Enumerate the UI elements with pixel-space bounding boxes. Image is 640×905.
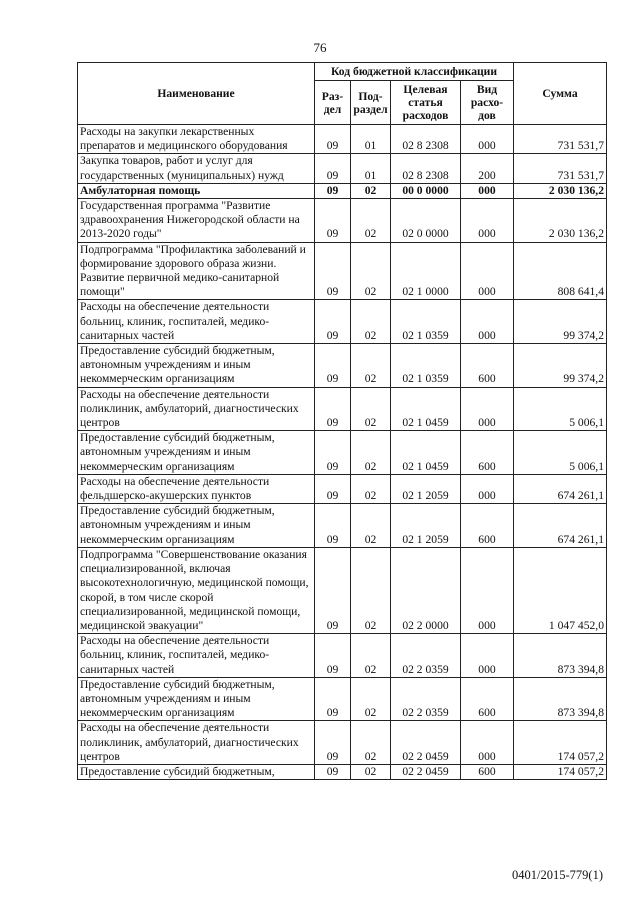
- row-podrazdel: 02: [351, 547, 391, 633]
- row-sum: 2 030 136,2: [514, 183, 607, 198]
- header-code-group: Код бюджетной классификации: [315, 63, 514, 81]
- table-row: [78, 547, 607, 633]
- row-podrazdel: 02: [351, 431, 391, 475]
- row-target: 02 8 2308: [391, 154, 461, 183]
- row-podrazdel: 02: [351, 300, 391, 344]
- row-vid: 600: [461, 344, 514, 388]
- table-row: [78, 300, 607, 344]
- row-name: Подпрограмма "Профилактика заболеваний и формирование здорового образа жизни. Развитие первичной медико-санитарной помощи": [78, 242, 315, 300]
- row-target: 02 1 2059: [391, 474, 461, 503]
- row-sum: 174 057,2: [514, 764, 607, 779]
- table-row: [78, 154, 607, 183]
- table-row: [78, 183, 607, 198]
- row-razdel: 09: [315, 154, 351, 183]
- row-razdel: 09: [315, 764, 351, 779]
- row-sum: 731 531,7: [514, 125, 607, 154]
- row-target: 02 1 0459: [391, 431, 461, 475]
- table-row: [78, 387, 607, 431]
- row-podrazdel: 02: [351, 764, 391, 779]
- row-vid: 000: [461, 387, 514, 431]
- row-razdel: 09: [315, 125, 351, 154]
- row-razdel: 09: [315, 504, 351, 548]
- row-razdel: 09: [315, 344, 351, 388]
- row-razdel: 09: [315, 721, 351, 765]
- table-row: [78, 634, 607, 678]
- row-target: 02 1 0459: [391, 387, 461, 431]
- row-name: Расходы на обеспечение деятельности поликлиник, амбулаторий, диагностических центров: [78, 721, 315, 765]
- row-vid: 600: [461, 677, 514, 721]
- table-row: [78, 125, 607, 154]
- row-vid: 600: [461, 431, 514, 475]
- row-podrazdel: 02: [351, 344, 391, 388]
- row-vid: 000: [461, 634, 514, 678]
- row-podrazdel: 02: [351, 677, 391, 721]
- row-podrazdel: 02: [351, 474, 391, 503]
- table-row: [78, 504, 607, 548]
- row-target: 02 2 0459: [391, 764, 461, 779]
- header-razdel: Раз-дел: [315, 81, 351, 125]
- table-header: [78, 63, 607, 125]
- table-row: [78, 474, 607, 503]
- row-name: Расходы на закупки лекарственных препаратов и медицинского оборудования: [78, 125, 315, 154]
- row-target: 02 1 0000: [391, 242, 461, 300]
- header-vid: Вид расхо-дов: [461, 81, 514, 125]
- row-vid: 000: [461, 300, 514, 344]
- row-name: Подпрограмма "Совершенствование оказания специализированной, включая высокотехнологичную, медицинской помощи, скорой, в том числе скорой специализированной, медицинской помощи, медицинской эвакуации": [78, 547, 315, 633]
- row-razdel: 09: [315, 183, 351, 198]
- row-target: 02 0 0000: [391, 199, 461, 243]
- row-target: 02 2 0000: [391, 547, 461, 633]
- row-vid: 000: [461, 547, 514, 633]
- row-target: 02 2 0359: [391, 677, 461, 721]
- row-name: Предоставление субсидий бюджетным, автономным учреждениям и иным некоммерческим организациям: [78, 344, 315, 388]
- row-sum: 174 057,2: [514, 721, 607, 765]
- row-target: 02 1 0359: [391, 344, 461, 388]
- row-vid: 000: [461, 199, 514, 243]
- row-vid: 000: [461, 242, 514, 300]
- row-vid: 000: [461, 474, 514, 503]
- row-target: 02 1 0359: [391, 300, 461, 344]
- row-target: 02 2 0359: [391, 634, 461, 678]
- row-podrazdel: 02: [351, 242, 391, 300]
- row-target: 02 8 2308: [391, 125, 461, 154]
- row-sum: 99 374,2: [514, 300, 607, 344]
- row-razdel: 09: [315, 199, 351, 243]
- row-podrazdel: 02: [351, 199, 391, 243]
- row-name: Расходы на обеспечение деятельности фельдшерско-акушерских пунктов: [78, 474, 315, 503]
- row-razdel: 09: [315, 300, 351, 344]
- table-row: [78, 721, 607, 765]
- row-sum: 674 261,1: [514, 504, 607, 548]
- row-podrazdel: 02: [351, 634, 391, 678]
- row-sum: 5 006,1: [514, 387, 607, 431]
- row-target: 00 0 0000: [391, 183, 461, 198]
- row-sum: 674 261,1: [514, 474, 607, 503]
- table-row: [78, 764, 607, 779]
- row-name: Предоставление субсидий бюджетным, автономным учреждениям и иным некоммерческим организациям: [78, 504, 315, 548]
- row-name: Предоставление субсидий бюджетным, автономным учреждениям и иным некоммерческим организациям: [78, 677, 315, 721]
- row-name: Амбулаторная помощь: [78, 183, 315, 198]
- table-row: [78, 431, 607, 475]
- table-row: [78, 199, 607, 243]
- row-target: 02 1 2059: [391, 504, 461, 548]
- row-podrazdel: 02: [351, 183, 391, 198]
- row-podrazdel: 02: [351, 387, 391, 431]
- row-razdel: 09: [315, 431, 351, 475]
- row-razdel: 09: [315, 634, 351, 678]
- row-vid: 000: [461, 183, 514, 198]
- row-vid: 600: [461, 764, 514, 779]
- row-name: Закупка товаров, работ и услуг для государственных (муниципальных) нужд: [78, 154, 315, 183]
- table-body: [78, 125, 607, 780]
- row-sum: 5 006,1: [514, 431, 607, 475]
- row-vid: 000: [461, 125, 514, 154]
- row-podrazdel: 01: [351, 125, 391, 154]
- table-row: [78, 242, 607, 300]
- footer-code: 0401/2015-779(1): [512, 868, 603, 882]
- header-name: Наименование: [78, 63, 315, 125]
- row-name: Государственная программа "Развитие здравоохранения Нижегородской области на 2013-2020 годы": [78, 199, 315, 243]
- row-vid: 200: [461, 154, 514, 183]
- row-sum: 1 047 452,0: [514, 547, 607, 633]
- row-sum: 2 030 136,2: [514, 199, 607, 243]
- row-razdel: 09: [315, 474, 351, 503]
- row-vid: 000: [461, 721, 514, 765]
- row-sum: 731 531,7: [514, 154, 607, 183]
- page-number: 76: [313, 40, 327, 55]
- header-sum: Сумма: [514, 63, 607, 125]
- row-razdel: 09: [315, 547, 351, 633]
- row-podrazdel: 02: [351, 721, 391, 765]
- table-row: [78, 677, 607, 721]
- row-podrazdel: 02: [351, 504, 391, 548]
- row-name: Расходы на обеспечение деятельности поликлиник, амбулаторий, диагностических центров: [78, 387, 315, 431]
- row-podrazdel: 01: [351, 154, 391, 183]
- row-name: Предоставление субсидий бюджетным, автономным учреждениям и иным некоммерческим организациям: [78, 431, 315, 475]
- row-sum: 873 394,8: [514, 677, 607, 721]
- header-target: Целевая статья расходов: [391, 81, 461, 125]
- header-podrazdel: Под-раздел: [351, 81, 391, 125]
- row-name: Предоставление субсидий бюджетным,: [78, 764, 315, 779]
- row-razdel: 09: [315, 387, 351, 431]
- row-name: Расходы на обеспечение деятельности больниц, клиник, госпиталей, медико-санитарных частей: [78, 300, 315, 344]
- row-razdel: 09: [315, 242, 351, 300]
- table-row: [78, 344, 607, 388]
- budget-table: [77, 62, 607, 780]
- row-razdel: 09: [315, 677, 351, 721]
- row-sum: 808 641,4: [514, 242, 607, 300]
- row-name: Расходы на обеспечение деятельности больниц, клиник, госпиталей, медико-санитарных частей: [78, 634, 315, 678]
- row-vid: 600: [461, 504, 514, 548]
- row-sum: 873 394,8: [514, 634, 607, 678]
- row-sum: 99 374,2: [514, 344, 607, 388]
- row-target: 02 2 0459: [391, 721, 461, 765]
